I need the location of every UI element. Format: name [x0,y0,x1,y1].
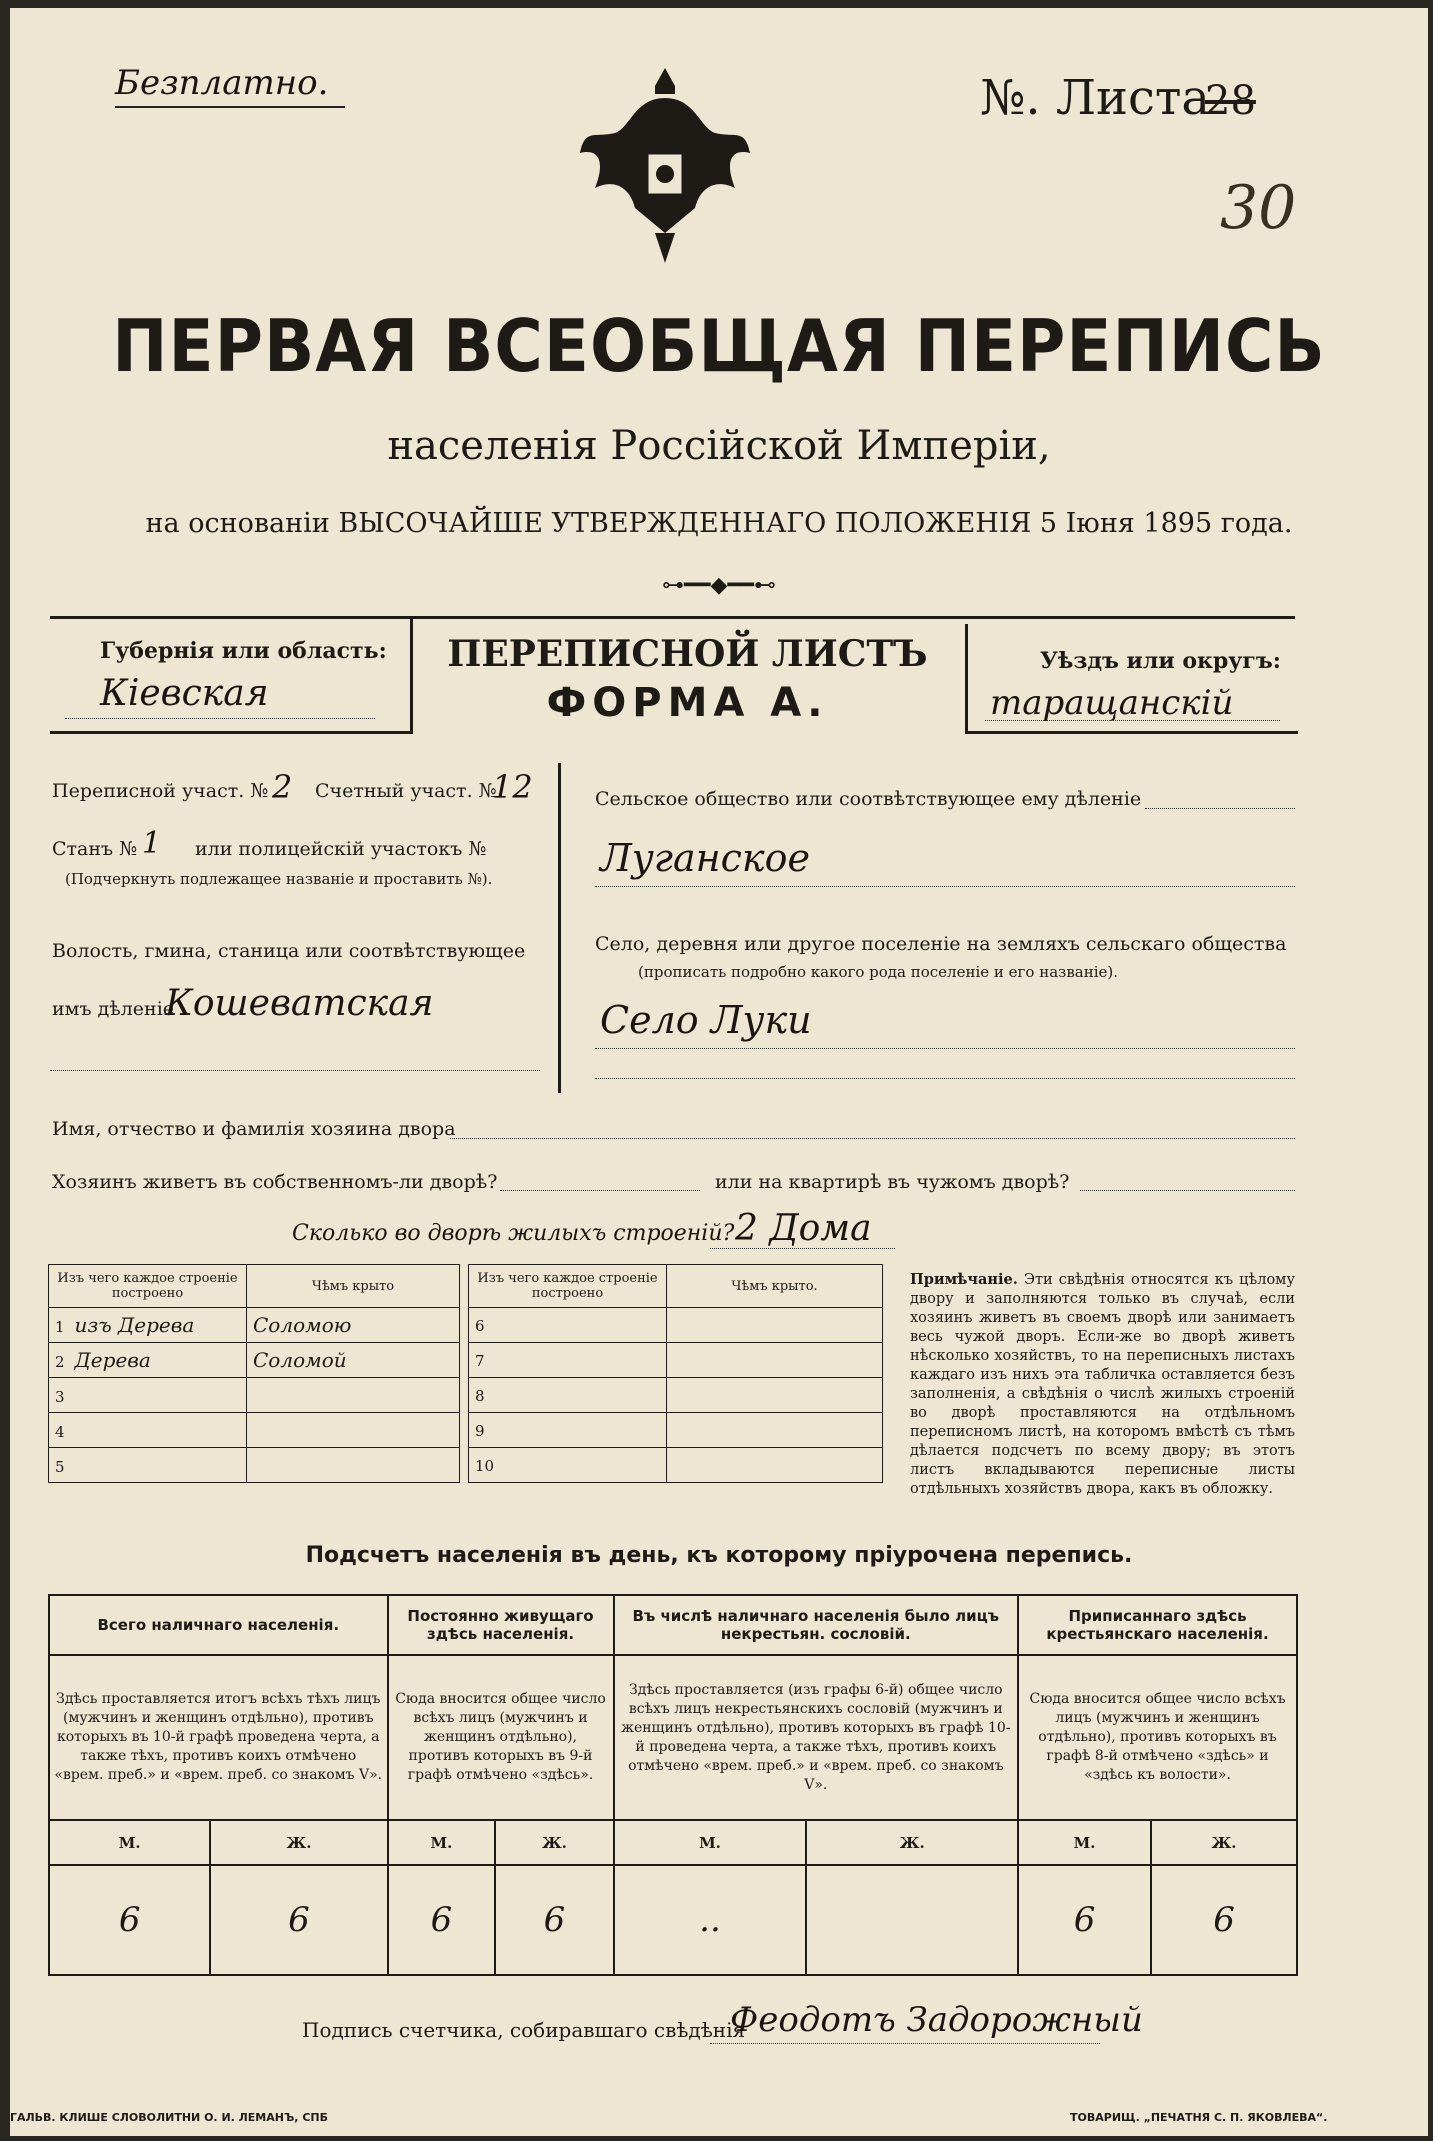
building-material [469,1308,667,1343]
building-number: 2 [55,1353,65,1371]
building-roof [667,1413,883,1448]
sheet-number: 30 [1220,173,1297,243]
building-row [49,1378,460,1413]
buildings-label: Сколько во дворѣ жилыхъ строеній? [292,1221,735,1246]
subtitle: населенія Россійской Имперіи, [387,423,1051,469]
village-note: (прописать подробно какого рода поселеніе и его названіе). [638,963,1118,981]
male-count: 6 [49,1865,210,1975]
col-roof-right: Чѣмъ крыто. [667,1265,883,1308]
building-material [49,1308,247,1343]
building-number: 4 [55,1423,65,1441]
female-header: Ж. [1151,1820,1297,1865]
buildings-value: 2 Дома [735,1208,872,1249]
building-row [49,1308,460,1343]
sheet-label: №. Листа [980,70,1211,126]
footer-left: ГАЛЬВ. КЛИШЕ СЛОВОЛИТНИ О. И. ЛЕМАНЪ, СПБ [10,2111,328,2124]
building-material [49,1378,247,1413]
female-header: Ж. [806,1820,1018,1865]
building-row [469,1378,883,1413]
population-col-head: Всего наличнаго населенія. [49,1595,388,1655]
population-col-desc: Здѣсь проставляется (изъ графы 6-й) общее число всѣхъ лицъ некрестьянскихъ сословій (мужчинъ и женщинъ отдѣльно), противъ которыхъ въ графѣ 10-й проведена черта, а также тѣхъ, противъ коихъ отмѣчено «врем. преб.» и «врем. преб. со знакомъ V». [614,1655,1019,1820]
female-count: 6 [495,1865,613,1975]
district-value: таращанскій [990,683,1234,723]
imperial-eagle-emblem [575,58,755,268]
building-number: 1 [55,1318,65,1336]
sheet-number-struck: 28 [1205,78,1256,124]
district-label: Уѣздъ или округъ: [1040,648,1281,674]
building-row [49,1343,460,1378]
count-district-label: Счетный участ. № [315,780,497,802]
building-row [469,1448,883,1483]
population-table [48,1594,1298,1976]
population-col-head: Въ числѣ наличнаго населенія было лицъ некрестьян. сословій. [614,1595,1019,1655]
note-text: Эти свѣдѣнія относятся къ цѣлому двору и заполняются только въ случаѣ, если хозяинъ живетъ въ своемъ дворѣ или занимаетъ весь чужой дворъ. Если-же во дворѣ живетъ нѣсколько хозяйствъ, то на переписныхъ листахъ каждаго изъ нихъ эта табличка оставляется безъ заполненія, а свѣдѣнія о числѣ жилыхъ строеній во дворѣ проставляются на отдѣльномъ переписномъ листѣ, на которомъ вмѣстѣ съ тѣмъ дѣлается подсчетъ по всему двору; въ этотъ листъ вкладываются переписные листы отдѣльныхъ хозяйствъ двора, какъ въ обложку. [910,1272,1295,1497]
census-district-label: Переписной участ. № [52,780,269,802]
basis-line: на основаніи ВЫСОЧАЙШЕ УТВЕРЖДЕННАГО ПОЛОЖЕНІЯ 5 Іюня 1895 года. [145,508,1293,539]
province-label: Губернія или область: [100,638,387,664]
police-label: или полицейскій участокъ № [195,838,487,860]
census-sheet [10,8,1428,2136]
building-row [49,1413,460,1448]
ornament: ⊶━━◆━━⊷ [662,573,776,598]
female-count: 6 [1151,1865,1297,1975]
volost-label-2: имъ дѣленіе [52,998,175,1020]
stan-value: 1 [142,826,162,861]
building-number: 7 [475,1351,485,1370]
buildings-table-left [48,1264,460,1483]
building-roof [247,1448,460,1483]
signature-label: Подпись счетчика, собиравшаго свѣдѣнія [302,2018,746,2042]
building-roof [667,1448,883,1483]
building-number: 5 [55,1458,65,1476]
volost-label: Волость, гмина, станица или соотвѣтствующее [52,940,526,962]
building-material [49,1413,247,1448]
col-roof: Чѣмъ крыто [247,1265,460,1308]
building-roof: Соломой [247,1343,460,1378]
buildings-table-right [468,1264,883,1483]
volost-value: Кошеватская [165,983,434,1024]
village-value: Село Луки [600,998,812,1042]
col-material: Изъ чего каждое строеніе построено [49,1265,247,1308]
building-roof [247,1378,460,1413]
building-number: 3 [55,1388,65,1406]
fields-divider [558,763,561,1093]
population-col-desc: Сюда вносится общее число всѣхъ лицъ (мужчинъ и женщинъ отдѣльно), противъ которыхъ въ графѣ 8-й отмѣчено «здѣсь» и «здѣсь къ волости». [1018,1655,1297,1820]
male-header: М. [614,1820,807,1865]
building-roof [667,1378,883,1413]
population-title: Подсчетъ населенія въ день, къ которому пріурочена перепись. [305,1543,1133,1568]
male-header: М. [49,1820,210,1865]
building-row [49,1448,460,1483]
form-type: ФОРМА А. [546,680,829,726]
building-material-value: Дерева [74,1348,151,1372]
building-roof: Соломою [247,1308,460,1343]
building-number: 9 [475,1421,485,1440]
note-heading: Примѣчаніе. [910,1271,1018,1288]
female-header: Ж. [210,1820,387,1865]
building-material [469,1448,667,1483]
female-header: Ж. [495,1820,613,1865]
owner-name-label: Имя, отчество и фамилія хозяина двора [52,1118,456,1140]
province-value: Кіевская [100,673,269,714]
signature-value: Феодотъ Задорожный [730,2000,1143,2040]
other-yard-label: или на квартирѣ въ чужомъ дворѣ? [715,1171,1070,1193]
main-title: ПЕРВАЯ ВСЕОБЩАЯ ПЕРЕПИСЬ [112,304,1326,389]
male-count: 6 [388,1865,496,1975]
male-count: .. [614,1865,807,1975]
building-material-value: изъ Дерева [74,1313,195,1337]
population-col-desc: Здѣсь проставляется итогъ всѣхъ тѣхъ лицъ (мужчинъ и женщинъ отдѣльно), противъ которыхъ въ 10-й графѣ проведена черта, а также тѣхъ, противъ коихъ отмѣчено «врем. преб.» и «врем. преб. со знакомъ V». [49,1655,388,1820]
building-row [469,1343,883,1378]
building-number: 8 [475,1386,485,1405]
female-count: 6 [210,1865,387,1975]
building-row [469,1308,883,1343]
society-value: Луганское [600,836,810,880]
free-label: Безплатно. [115,63,329,103]
note-block [910,1270,1295,1499]
population-col-head: Постоянно живущаго здѣсь населенія. [388,1595,614,1655]
form-title: ПЕРЕПИСНОЙ ЛИСТЪ [447,633,928,675]
population-col-desc: Сюда вносится общее число всѣхъ лицъ (мужчинъ и женщинъ отдѣльно), противъ которыхъ въ 9-й графѣ отмѣчено «здѣсь». [388,1655,614,1820]
building-material [49,1343,247,1378]
building-roof [247,1413,460,1448]
village-label: Село, деревня или другое поселеніе на земляхъ сельскаго общества [595,933,1287,955]
building-material [469,1378,667,1413]
male-count: 6 [1018,1865,1151,1975]
building-roof [667,1308,883,1343]
footer-right: ТОВАРИЩ. „ПЕЧАТНЯ С. П. ЯКОВЛЕВА“. [1070,2111,1328,2124]
own-yard-label: Хозяинъ живетъ въ собственномъ-ли дворѣ? [52,1171,498,1193]
count-district-value: 12 [492,768,533,806]
male-header: М. [1018,1820,1151,1865]
population-col-head: Приписаннаго здѣсь крестьянскаго населенія. [1018,1595,1297,1655]
free-underline [115,106,345,108]
female-count [806,1865,1018,1975]
census-district-value: 2 [272,768,293,806]
building-material [469,1413,667,1448]
building-number: 10 [475,1456,495,1475]
building-material [49,1448,247,1483]
society-label: Сельское общество или соотвѣтствующее ему дѣленіе [595,788,1142,810]
building-number: 6 [475,1316,485,1335]
building-material [469,1343,667,1378]
building-roof [667,1343,883,1378]
male-header: М. [388,1820,496,1865]
building-row [469,1413,883,1448]
stan-label: Станъ № [52,838,138,860]
stan-note: (Подчеркнуть подлежащее названіе и проставить №). [65,870,493,888]
col-material-right: Изъ чего каждое строеніе построено [469,1265,667,1308]
